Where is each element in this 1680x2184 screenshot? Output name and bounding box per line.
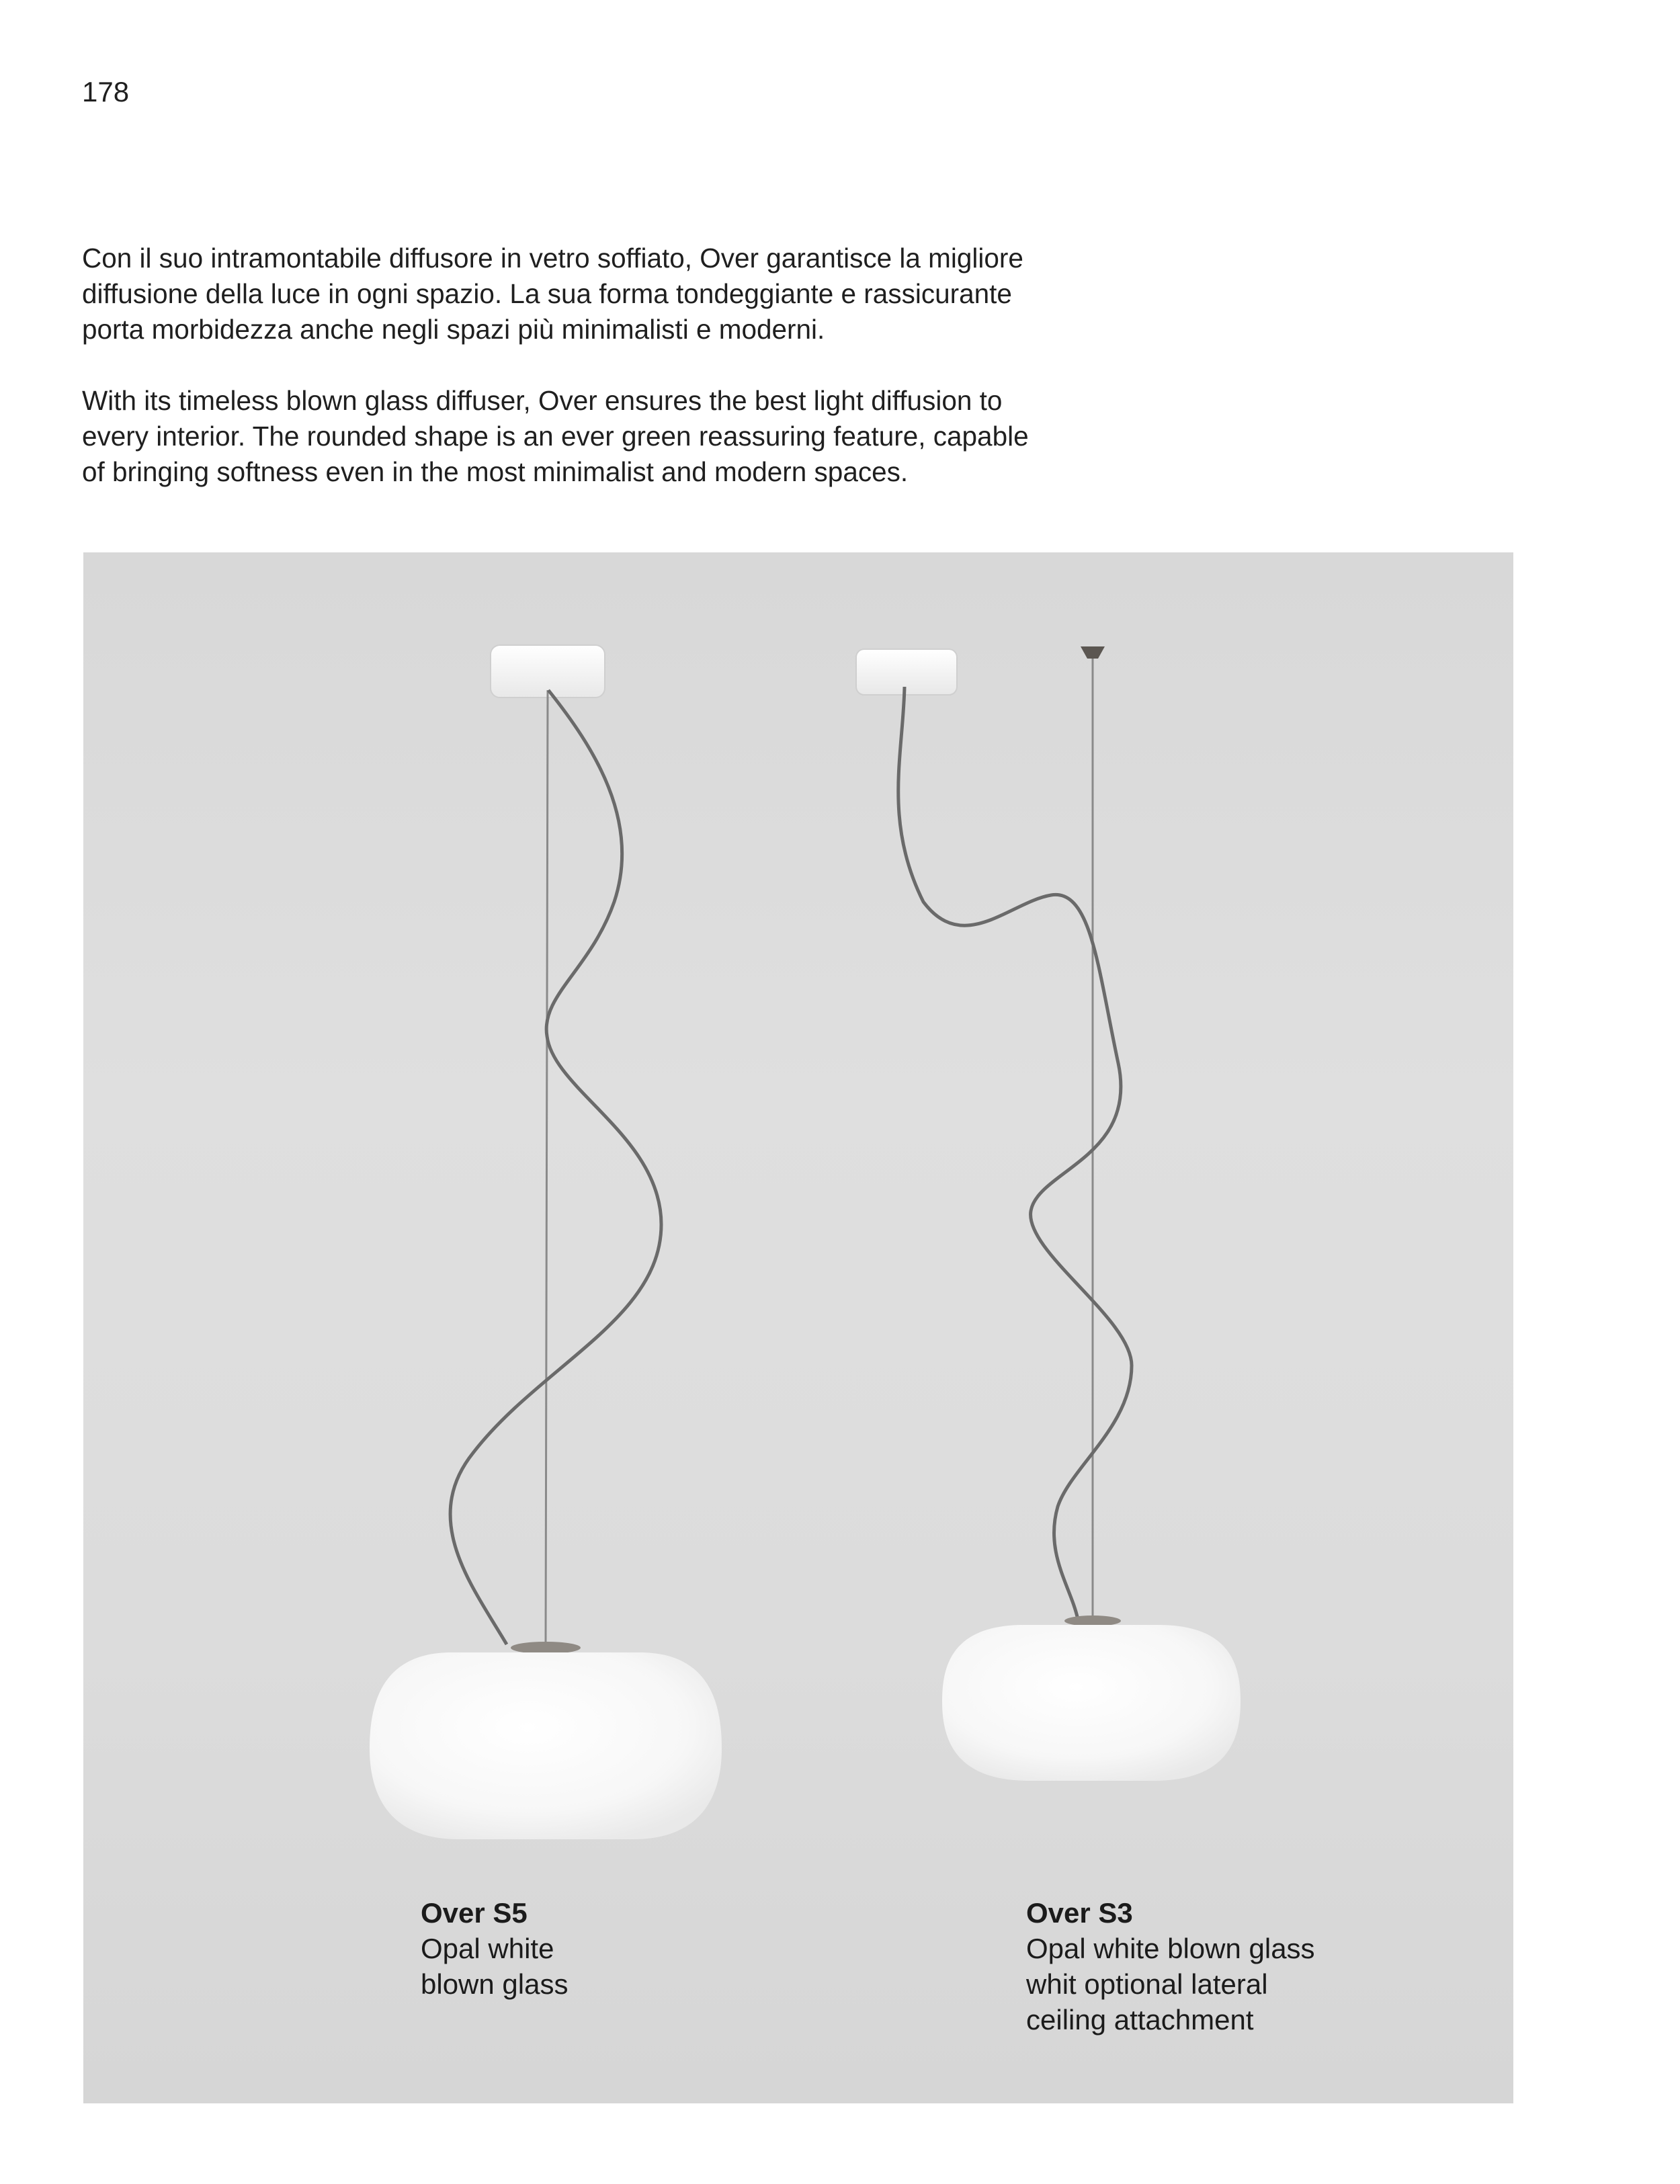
over-s5-description-line: blown glass: [421, 1968, 569, 2000]
over-s3-description-line: ceiling attachment: [1026, 2004, 1254, 2035]
over-s5-caption: [421, 1895, 568, 2002]
intro-english-line: of bringing softness even in the most minimalist and modern spaces.: [82, 456, 909, 487]
over-s3-cap: [1064, 1615, 1121, 1626]
over-s3-lateral-attachment: [1081, 646, 1105, 659]
intro-italian-line: Con il suo intramontabile diffusore in vetro soffiato, Over garantisce la migliore: [82, 243, 1023, 274]
over-s3-description-line: whit optional lateral: [1026, 1968, 1268, 2000]
over-s3-power-cable: [898, 687, 1132, 1620]
over-s5-description-line: Opal white: [421, 1933, 554, 1964]
over-s3-name: Over S3: [1026, 1897, 1133, 1929]
over-s3-glass-diffuser: [942, 1625, 1241, 1781]
intro-text: [82, 241, 1130, 490]
over-s5-name: Over S5: [421, 1897, 528, 1929]
over-s5-power-cable: [450, 690, 661, 1644]
product-photo: [83, 552, 1513, 2103]
intro-italian-line: porta morbidezza anche negli spazi più minimalisti e moderni.: [82, 314, 825, 345]
page-number: 178: [82, 76, 130, 108]
intro-english-line: With its timeless blown glass diffuser, Over ensures the best light diffusion to: [82, 385, 1003, 416]
over-s5-suspension-wire: [546, 690, 548, 1644]
over-s5-ceiling-canopy: [491, 645, 605, 698]
over-s5-lamp: [370, 645, 722, 1839]
intro-italian-line: diffusione della luce in ogni spazio. La sua forma tondeggiante e rassicurante: [82, 278, 1012, 309]
over-s3-description-line: Opal white blown glass: [1026, 1933, 1315, 1964]
intro-italian: [82, 241, 1130, 347]
over-s5-cap: [511, 1642, 581, 1654]
over-s3-ceiling-canopy: [856, 649, 957, 695]
product-photo-illustration: [83, 552, 1513, 2103]
over-s3-lamp: [856, 646, 1241, 1781]
intro-english: [82, 383, 1130, 490]
over-s5-glass-diffuser: [370, 1652, 722, 1839]
over-s3-caption: [1026, 1895, 1315, 2038]
intro-english-line: every interior. The rounded shape is an ever green reassuring feature, capable: [82, 421, 1029, 452]
